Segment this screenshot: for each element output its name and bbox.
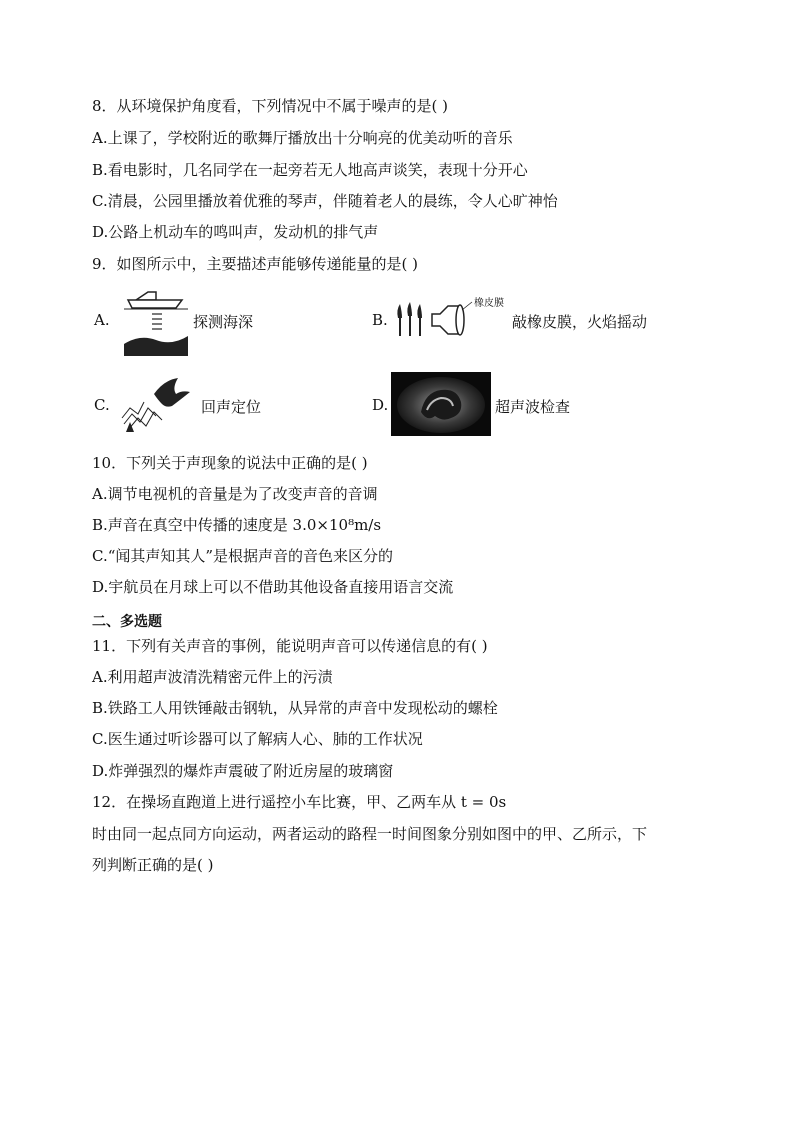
q11-option-c: C.医生通过听诊器可以了解病人心、肺的工作状况 <box>92 730 423 748</box>
q10-option-a: A.调节电视机的音量是为了改变声音的音调 <box>92 485 378 503</box>
bat-echolocation-figure <box>118 374 192 436</box>
q11-option-d: D.炸弹强烈的爆炸声震破了附近房屋的玻璃窗 <box>92 762 394 780</box>
q9-option-c-text: 回声定位 <box>201 398 262 416</box>
ship-sonar-figure <box>122 286 190 356</box>
q12-stem-line2: 时由同一起点同方向运动，两者运动的路程一时间图象分别如图中的甲、乙所示，下 <box>92 825 648 843</box>
q10-option-c: C.“闻其声知其人”是根据声音的音色来区分的 <box>92 547 394 565</box>
q9-option-c-letter: C. <box>94 396 110 414</box>
q8-option-c: C.清晨，公园里播放着优雅的琴声，伴随着老人的晨练，令人心旷神怡 <box>92 192 558 210</box>
q9-option-d-text: 超声波检查 <box>495 398 571 416</box>
membrane-label: 橡皮膜 <box>474 298 504 309</box>
q11-stem: 11．下列有关声音的事例，能说明声音可以传递信息的有( ) <box>92 637 488 655</box>
q10-option-d: D.宇航员在月球上可以不借助其他设备直接用语言交流 <box>92 578 454 596</box>
q9-option-a-letter: A. <box>94 311 110 329</box>
q10-stem: 10．下列关于声现象的说法中正确的是( ) <box>92 454 368 472</box>
q9-option-a-text: 探测海深 <box>193 313 254 331</box>
q8-option-b: B.看电影时，几名同学在一起旁若无人地高声谈笑，表现十分开心 <box>92 161 528 179</box>
q8-stem: 8．从环境保护角度看，下列情况中不属于噪声的是( ) <box>92 97 449 115</box>
q12-stem-line1: 12．在操场直跑道上进行遥控小车比赛，甲、乙两车从 t = 0s <box>92 793 507 811</box>
q9-option-b-letter: B. <box>372 311 388 329</box>
q12-stem-line3: 列判断正确的是( ) <box>92 856 214 874</box>
q9-stem: 9．如图所示中，主要描述声能够传递能量的是( ) <box>92 255 419 273</box>
q9-option-d-letter: D. <box>372 396 389 414</box>
q8-option-d: D.公路上机动车的鸣叫声，发动机的排气声 <box>92 223 379 241</box>
q9-option-b-text: 敲橡皮膜，火焰摇动 <box>512 313 648 331</box>
q10-option-b: B.声音在真空中传播的速度是 3.0×10⁸m/s <box>92 516 382 534</box>
ultrasound-image-figure <box>391 372 491 436</box>
q8-option-a: A.上课了，学校附近的歌舞厅播放出十分响亮的优美动听的音乐 <box>92 129 513 147</box>
q11-option-a: A.利用超声波清洗精密元件上的污渍 <box>92 668 333 686</box>
section-heading-multiple-choice: 二、多选题 <box>92 614 162 630</box>
q11-option-b: B.铁路工人用铁锤敲击钢轨，从异常的声音中发现松动的螺栓 <box>92 699 498 717</box>
